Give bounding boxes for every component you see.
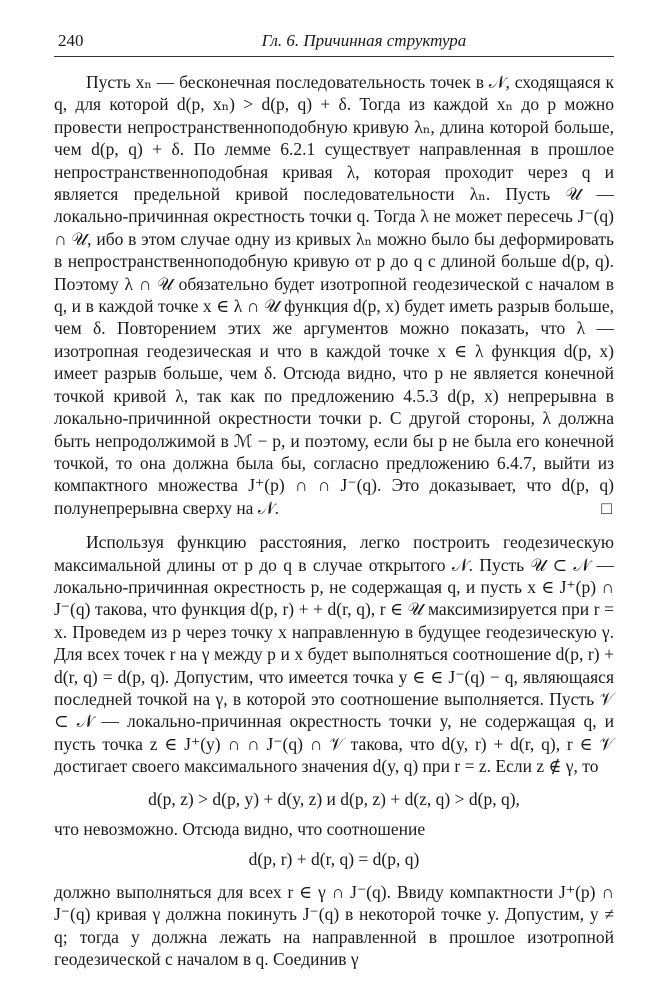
qed-icon: □: [601, 497, 612, 518]
book-page: [54, 26, 614, 970]
equation-inequality: d(p, z) > d(p, y) + d(y, z) и d(p, z) + d(z, q) > d(p, q),: [148, 788, 520, 809]
page-body: [54, 71, 614, 970]
equation-equality: d(p, r) + d(r, q) = d(p, q): [248, 849, 420, 870]
paragraph-impossible: что невозможно. Отсюда видно, что соотношение: [54, 819, 426, 839]
running-head: Гл. 6. Причинная структура: [261, 31, 467, 50]
paragraph-conclusion: должно выполняться для всех r ∈ γ ∩ J⁻(q). Ввиду компактности J⁺(p) ∩ J⁻(q) кривая γ должна покинуть J⁻(q) в некоторой точке y. Допустим, y ≠ q; тогда y должна лежать на направленной в прошлое изотропной геодезической с началом в q. Соединив γ: [54, 881, 614, 970]
paragraph-geodesic: Используя функцию расстояния, легко построить геодезическую максимальной длины от p до q в случае открытого 𝒩. Пусть 𝒰 ⊂ 𝒩 — локально-причинная окрестность p, не содержащая q, и пусть x ∈ J⁺(p) ∩ J⁻(q) такова, что функция d(p, r) + + d(r, q), r ∈ 𝒰 максимизируется при r = x. Проведем из p через точку x направленную в будущее геодезическую γ. Для всех точек r на γ между p и x будет выполняться соотношение d(p, r) + d(r, q) = d(p, q). Допустим, что имеется точка y ∈ ∈ J⁻(q) − q, являющаяся последней точкой на γ, в которой это соотношение выполняется. Пусть 𝒱 ⊂ 𝒩 — локально-причинная окрестность точки y, не содержащая q, и пусть точка z ∈ J⁺(y) ∩ ∩ J⁻(q) ∩ 𝒱 такова, что d(y, r) + d(r, q), r ∈ 𝒱 достигает своего максимального значения d(y, q) при r = z. Если z ∉ γ, то: [54, 532, 614, 777]
paragraph-proof: [54, 71, 614, 519]
paragraph-1-text: Пусть xₙ — бесконечная последовательность точек в 𝒩, сходящаяся к q, для которой d(p, xₙ) > d(p, q) + δ. Тогда из каждой xₙ до p можно провести непространственноподобную кривую λₙ, длина которой больше, чем d(p, q) + δ. По лемме 6.2.1 существует направленная в прошлое непространственноподобная кривая λ, которая проходит через q и является предельной кривой последовательности λₙ. Пусть 𝒰 — локально-причинная окрестность точки q. Тогда λ не может пересечь J⁻(q) ∩ 𝒰, ибо в этом случае одну из кривых λₙ можно было бы деформировать в непространственноподобную кривую от p до q с длиной больше d(p, q). Поэтому λ ∩ 𝒰 обязательно будет изотропной геодезической с началом в q, и в каждой точке x ∈ λ ∩ 𝒰 функция d(p, x) будет иметь разрыв больше, чем δ. Повторением этих же аргументов можно показать, что λ — изотропная геодезическая и что в каждой точке x ∈ λ функция d(p, x) имеет разрыв больше, чем δ. Отсюда видно, что p не является конечной точкой кривой λ, так как по предложению 4.5.3 d(p, x) непрерывна в локально-причинной окрестности точки p. С другой стороны, λ должна быть непродолжимой в ℳ − p, и поэтому, если бы p не была его конечной точкой, то она должна была бы, согласно предложению 6.4.7, выйти из компактного множества J⁺(p) ∩ ∩ J⁻(q). Это доказывает, что d(p, q) полунепрерывна сверху на 𝒩.: [54, 72, 614, 518]
page-header: [54, 26, 614, 57]
page-number: 240: [58, 31, 84, 50]
